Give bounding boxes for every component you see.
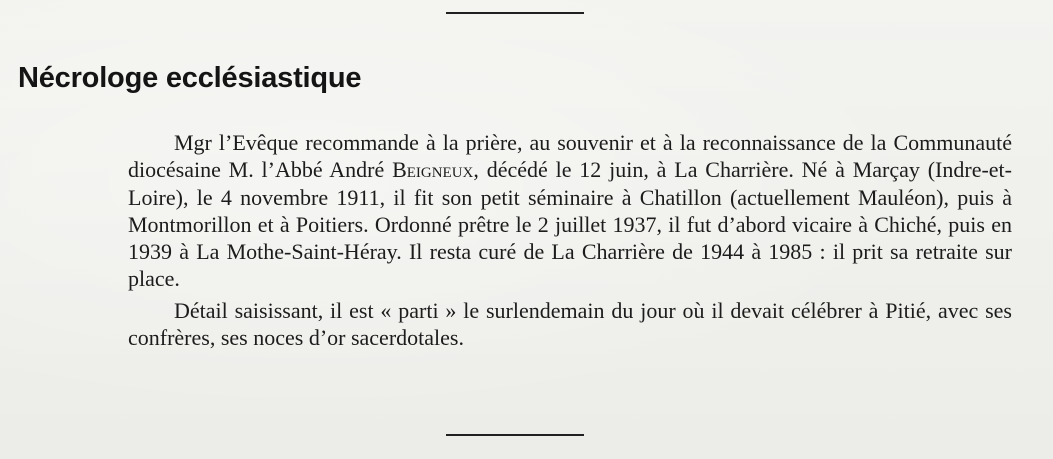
paragraph-2: Détail saisissant, il est « parti » le surlendemain du jour où il devait célébrer à Pitié, avec ses confrères, ses noces d’or sacerdotales. — [128, 297, 1012, 351]
top-divider — [446, 12, 584, 14]
paragraph-1-lead: Mgr l’Evêque recommande à la prière, au souvenir et à la reconnaissance de la Communauté diocésaine M. l’Abbé André — [128, 130, 1012, 183]
paragraph-1-rest: , décédé le 12 juin, à La Charrière. Né à Marçay (Indre-et-Loire), le 4 novembre 1911, il fit son petit séminaire à Chatillon (actuellement Mauléon), puis à Montmorillon et à Poitiers. Ordonné prêtre le 2 juillet 1937, il fut d’abord vicaire à Chiché, puis en 1939 à La Mothe-Saint-Héray. Il resta curé de La Charrière de 1944 à 1985 : il prit sa retraite sur place. — [128, 157, 1013, 292]
paragraph-1 — [128, 129, 1012, 293]
bottom-divider — [446, 434, 584, 436]
section-heading: Nécrologe ecclésiastique — [18, 62, 362, 94]
obituary-body — [128, 129, 1012, 351]
deceased-surname: Beigneux — [392, 157, 474, 183]
